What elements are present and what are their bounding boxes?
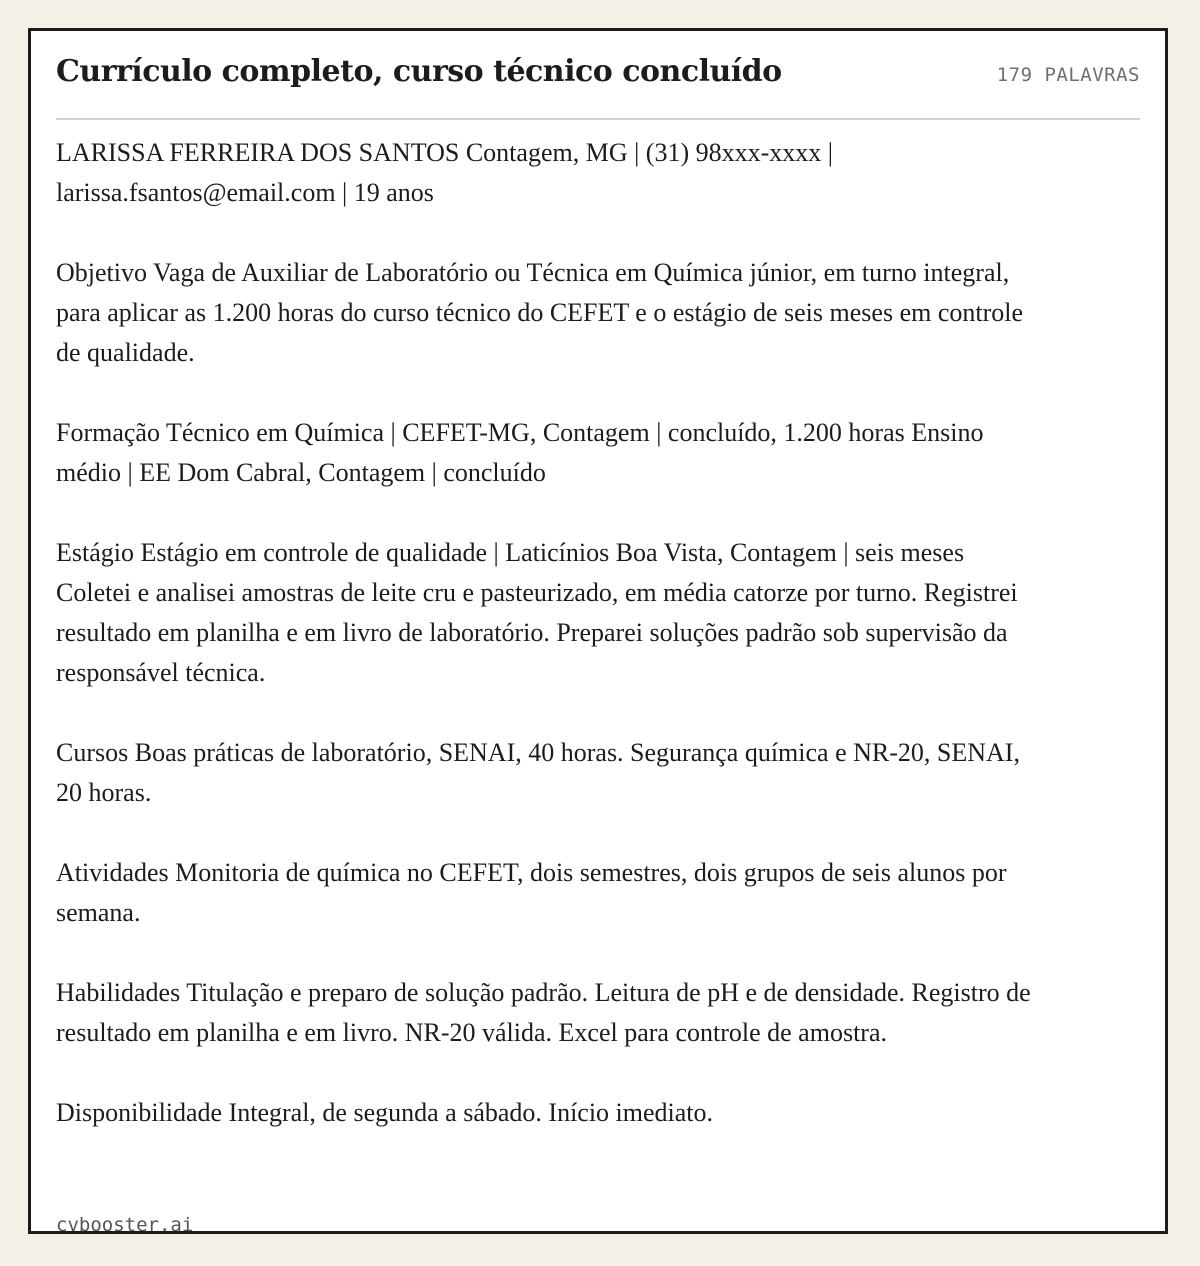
resume-body [56,133,1031,1133]
footer-brand: cvbooster.ai [56,1214,194,1234]
education-paragraph: Formação Técnico em Química | CEFET-MG, Contagem | concluído, 1.200 horas Ensino médio | EE Dom Cabral, Contagem | concluído [56,418,984,487]
contact-paragraph: LARISSA FERREIRA DOS SANTOS Contagem, MG | (31) 98xxx-xxxx | larissa.fsantos@email.com | 19 anos [56,138,833,207]
courses-paragraph: Cursos Boas práticas de laboratório, SENAI, 40 horas. Segurança química e NR-20, SENAI, 20 horas. [56,738,1020,807]
page-title: Currículo completo, curso técnico concluído [56,54,782,89]
word-count-label: 179 PALAVRAS [996,64,1140,86]
resume-card [28,28,1168,1234]
card-header [56,31,1140,120]
skills-paragraph: Habilidades Titulação e preparo de solução padrão. Leitura de pH e de densidade. Registro de resultado em planilha e em livro. NR-20 válida. Excel para controle de amostra. [56,978,1031,1047]
internship-paragraph: Estágio Estágio em controle de qualidade | Laticínios Boa Vista, Contagem | seis meses Coletei e analisei amostras de leite cru e pasteurizado, em média catorze por turno. Registrei resultado em planilha e em livro de laboratório. Preparei soluções padrão sob supervisão da responsável técnica. [56,538,1018,687]
objective-paragraph: Objetivo Vaga de Auxiliar de Laboratório ou Técnica em Química júnior, em turno integral, para aplicar as 1.200 horas do curso técnico do CEFET e o estágio de seis meses em controle de qualidade. [56,258,1024,367]
activities-paragraph: Atividades Monitoria de química no CEFET, dois semestres, dois grupos de seis alunos por semana. [56,858,1007,927]
availability-paragraph: Disponibilidade Integral, de segunda a sábado. Início imediato. [56,1098,714,1127]
